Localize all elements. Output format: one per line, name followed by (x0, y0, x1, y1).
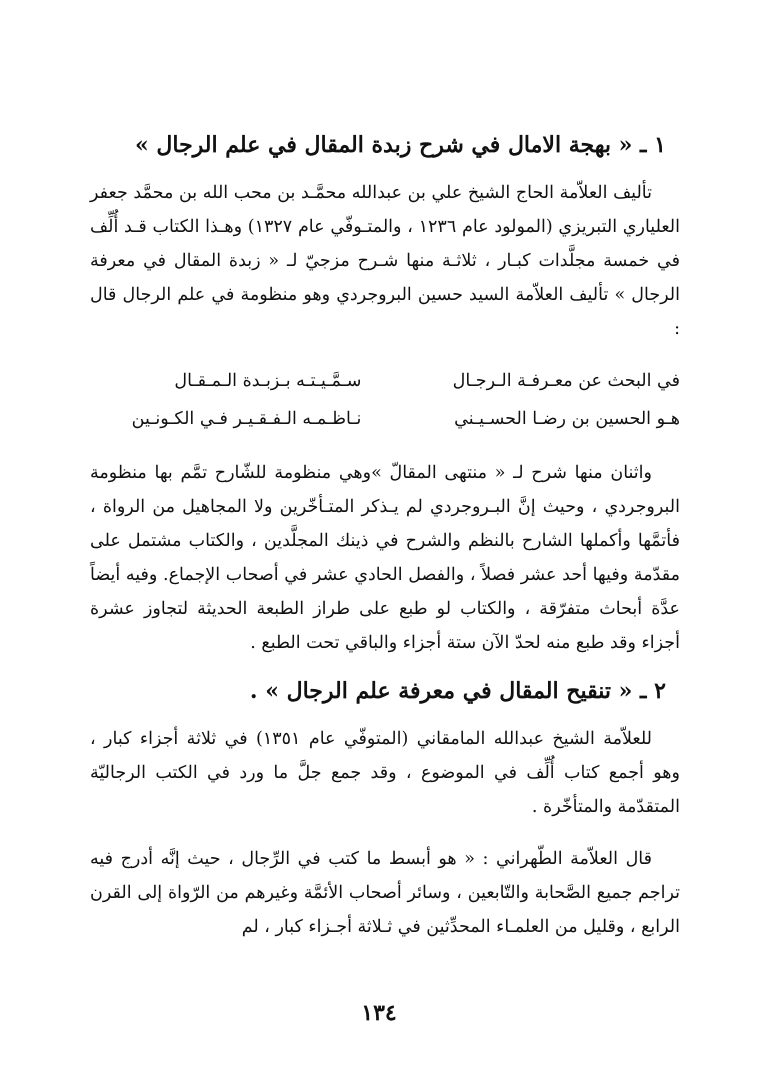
section-2-heading: ٢ ـ « تنقيح المقال في معرفة علم الرجال » . (249, 678, 666, 704)
section-2-paragraph-2: قال العلاّمة الطّهراني : « هو أبسط ما كتب في الرِّجال ، حيث إنَّه أدرج فيه تراجم جميع الصَّحابة والتّابعين ، وسائر أصحاب الأئمَّة وغيرهم من الرّواة إلى القرن الرابع ، وقليل من العلمـاء المحدِّثين في ثـلاثة أجـزاء كبار ، لم (90, 849, 680, 937)
verse-first-hemistich: هـو الحسين بن رضـا الحسـيـني (454, 409, 680, 429)
verse-second-hemistich: نـاظـمـه الـفـقـيـر فـي الكـونـين (131, 409, 362, 429)
page-body (90, 128, 680, 944)
verse-second-hemistich: سـمَّـيـتـه بـزبـدة الـمـقـال (174, 371, 362, 391)
section-1-heading: ١ ـ « بهجة الامال في شرح زبدة المقال في علم الرجال » (134, 132, 666, 158)
section-1-paragraph-1: تأليف العلاّمة الحاج الشيخ علي بن عبدالله محمَّـد بن محب الله بن محمَّد جعفر العلياري التبريزي (المولود عام ١٢٣٦ ، والمتـوفّي عام ١٣٢٧) وهـذا الكتاب قـد أُلِّف في خمسة مجلَّدات كبـار ، ثلاثـة منها شـرح مزجيّ لـ « زبدة المقال في معرفة الرجال » تأليف العلاّمة السيد حسين البروجردي وهو منظومة في علم الرجال قال : (90, 183, 680, 339)
verse-first-hemistich: في البحث عن معـرفـة الـرجـال (452, 371, 680, 391)
section-1-paragraph-2: واثنان منها شرح لـ « منتهى المقالّ »وهي منظومة للشّارح تمَّم بها منظومة البروجردي ، وحيث إنَّ البـروجردي لم يـذكر المتـأخّرين ولا المجاهيل من الرواة ، فأتمَّها وأكملها الشارح بالنظم والشرح في ذينك المجلَّدين ، والكتاب مشتمل على مقدّمة وفيها أحد عشر فصلاً ، والفصل الحادي عشر في أصحاب الإجماع. وفيه أيضاً عدَّة أبحاث متفرّقة ، والكتاب لو طبع على طراز الطبعة الحديثة لتجاوز عشرة أجزاء وقد طبع منه لحدّ الآن ستة أجزاء والباقي تحت الطبع . (90, 463, 680, 653)
section-2-paragraph-1: للعلاّمة الشيخ عبدالله المامقاني (المتوفّي عام ١٣٥١) في ثلاثة أجزاء كبار ، وهو أجمع كتاب أُلِّف في الموضوع ، وقد جمع جلَّ ما ورد في الكتب الرجاليّة المتقدّمة والمتأخّرة . (90, 729, 680, 817)
poem-verses (90, 362, 680, 438)
verse-line (90, 362, 680, 400)
page-number: ١٣٤ (361, 1000, 397, 1026)
verse-line (90, 400, 680, 438)
